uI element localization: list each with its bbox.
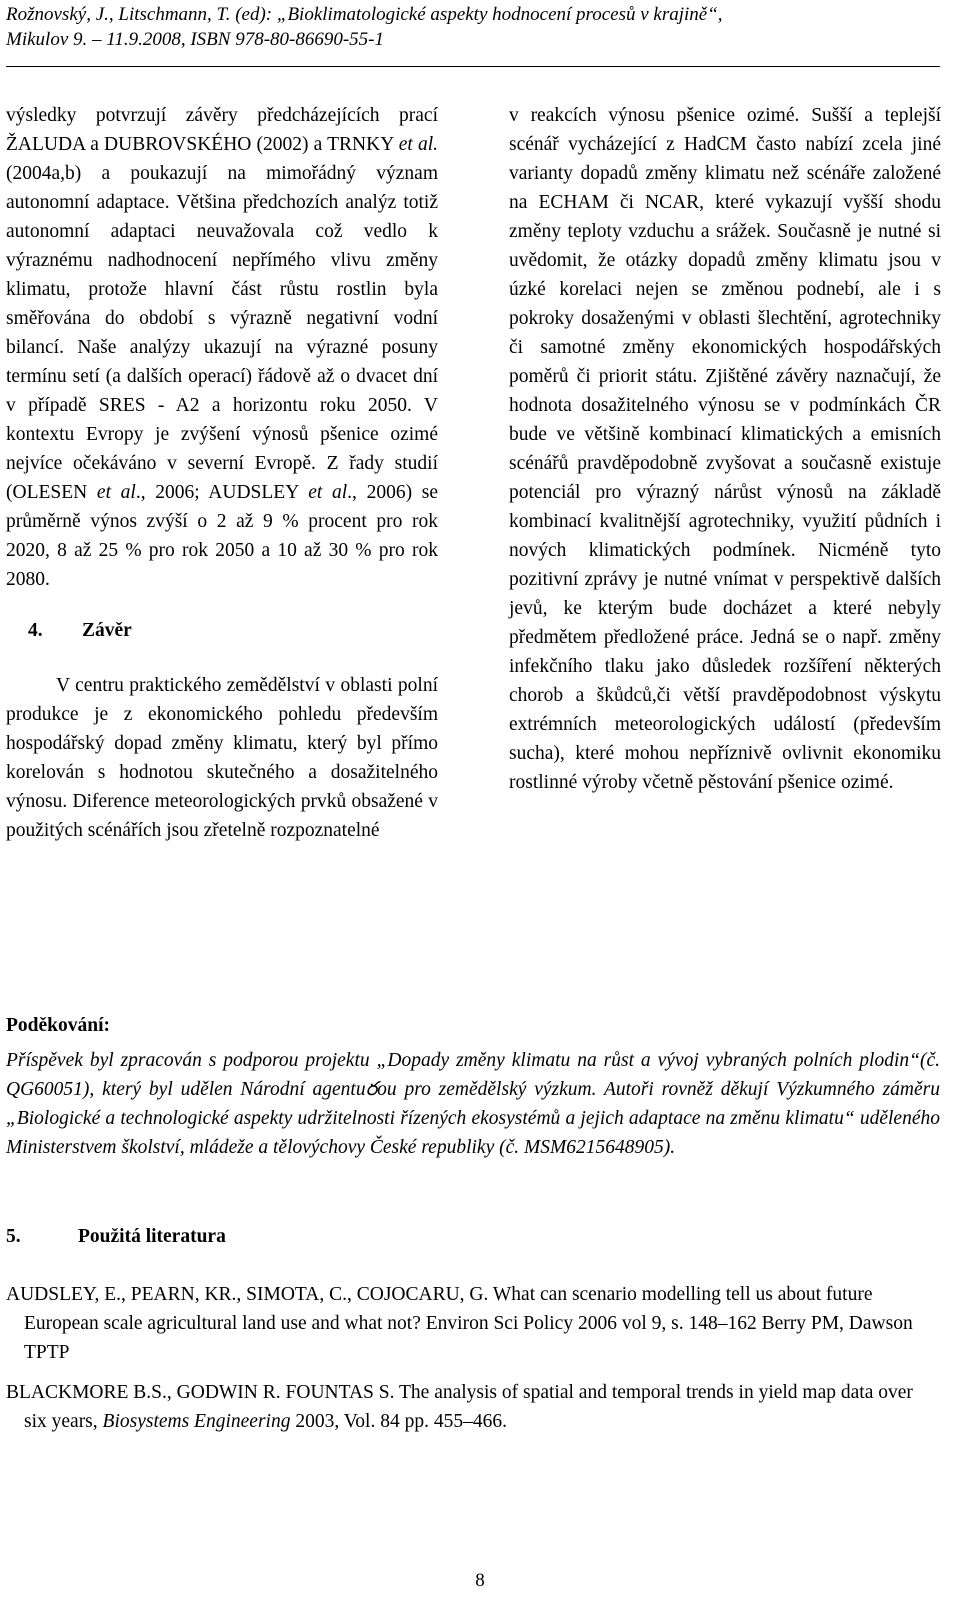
acknowledgement-title: Poděkování: (6, 1015, 111, 1036)
reference-item (6, 1378, 940, 1436)
left-column (6, 101, 438, 845)
text-span: BLACKMORE B.S., GODWIN R. FOUNTAS S. The analysis of spatial and temporal trends in yield map data over six years, (6, 1382, 913, 1432)
text-span: 2003, Vol. 84 pp. 455–466. (290, 1411, 507, 1432)
section-4-heading (28, 616, 438, 645)
text-span: ., 2006) se průměrně výnos zvýší o 2 až 9 % procent pro rok 2020, 8 až 25 % pro rok 2050 a 10 až 30 % pro rok 2080. (6, 482, 438, 590)
text-span: výsledky potvrzují závěry předcházejících prací ŽALUDA a DUBROVSKÉHO (2002) a TRNKY (6, 105, 438, 155)
section-title: Použitá literatura (78, 1226, 226, 1247)
section-number: 4. (28, 620, 43, 641)
acknowledgement-text: Příspěvek byl zpracován s podporou projektu „Dopady změny klimatu na růst a vývoj vybraných polních plodin“(č. QG60051), který byl udělen Národní agentuరou pro zemědělský výzkum. Autoři rovněž děkují Výzkumného záměru „Biologické a technologické aspekty udržitelnosti řízených ekosystémů a jejich adaptace na změnu klimatu“ uděleného Ministerstvem školství, mládeže a tělovýchovy České republiky (č. MSM6215648905). (6, 1050, 940, 1158)
page-number: 8 (475, 1570, 485, 1591)
text-span: (2004a,b) a poukazují na mimořádný význam autonomní adaptace. Většina předchozích analýz totiž autonomní adaptaci neuvažovala což vedlo k výraznému nadhodnocení nepřímého vlivu změny klimatu, protože hlavní část růstu rostlin byla směřována do období s výrazně negativní vodní bilancí. Naše analýzy ukazují na výrazné posuny termínu setí (a dalších operací) řádově až o dvacet dní v případě SRES - A2 a horizontu roku 2050. V kontextu Evropy je zvýšení výnosů pšenice ozimé nejvíce očekáváno v severní Evropě. Z řady studií (OLESEN (6, 163, 438, 503)
running-header (6, 2, 946, 52)
results-paragraph (6, 101, 438, 594)
header-citation-line1: Rožnovský, J., Litschmann, T. (ed): „Bioklimatologické aspekty hodnocení procesů v krajině“, (6, 4, 723, 25)
text-span: ., 2006; AUDSLEY (135, 482, 309, 503)
reference-item: AUDSLEY, E., PEARN, KR., SIMOTA, C., COJOCARU, G. What can scenario modelling tell us about future European scale agricultural land use and what not? Environ Sci Policy 2006 vol 9, s. 148–162 Berry PM, Dawson TPTP (6, 1284, 913, 1363)
et-al-span: et al. (398, 134, 438, 155)
et-al-span: et al (96, 482, 136, 503)
right-column (509, 101, 941, 797)
header-citation-line2: Mikulov 9. – 11.9.2008, ISBN 978-80-86690-55-1 (6, 29, 385, 50)
header-divider (6, 66, 940, 67)
conclusion-paragraph: V centru praktického zemědělství v oblasti polní produkce je z ekonomického pohledu především hospodářský dopad změny klimatu, který byl přímo korelován s hodnotou skutečného a dosažitelného výnosu. Diference meteorologických prvků obsažené v použitých scénářích jsou zřetelně rozpoznatelné (6, 675, 438, 841)
section-title: Závěr (82, 620, 132, 641)
reference-list (6, 1280, 940, 1447)
et-al-span: et al (308, 482, 348, 503)
journal-title: Biosystems Engineering (102, 1411, 291, 1432)
section-number: 5. (6, 1226, 21, 1247)
section-5-heading (6, 1226, 226, 1248)
conclusion-continued-paragraph: v reakcích výnosu pšenice ozimé. Sušší a teplejší scénář vycházející z HadCM často nabízí zcela jiné varianty dopadů změny klimatu než scénáře založené na ECHAM či NCAR, které vykazují vyšší shodu změny teploty vzduchu a srážek. Současně je nutné si uvědomit, že otázky dopadů změny klimatu jsou v úzké korelaci nejen se změnou podnebí, ale i s pokroky dosaženými v oblasti šlechtění, agrotechniky či samotné změny ekonomických hospodářských poměrů či priorit státu. Zjištěné závěry naznačují, že hodnota dosažitelného výnosu se v podmínkách ČR bude ve většině kombinací klimatických a emisních scénářů pravděpodobně zvyšovat a současně existuje potenciál pro výrazný nárůst výnosů na základě kombinací kvalitnější agrotechniky, využití půdních i nových klimatických podmínek. Nicméně tyto pozitivní zprávy je nutné vnímat v perspektivě dalších jevů, ke kterým bude docházet a které nebyly předmětem předložené práce. Jedná se o např. změny infekčního tlaku jako důsledek rozšíření některých chorob a škůdců,či větší pravděpodobnost výskytu extrémních meteorologických událostí (především sucha), které mohou nepříznivě ovlivnit ekonomiku rostlinné výroby včetně pěstování pšenice ozimé. (509, 105, 941, 793)
